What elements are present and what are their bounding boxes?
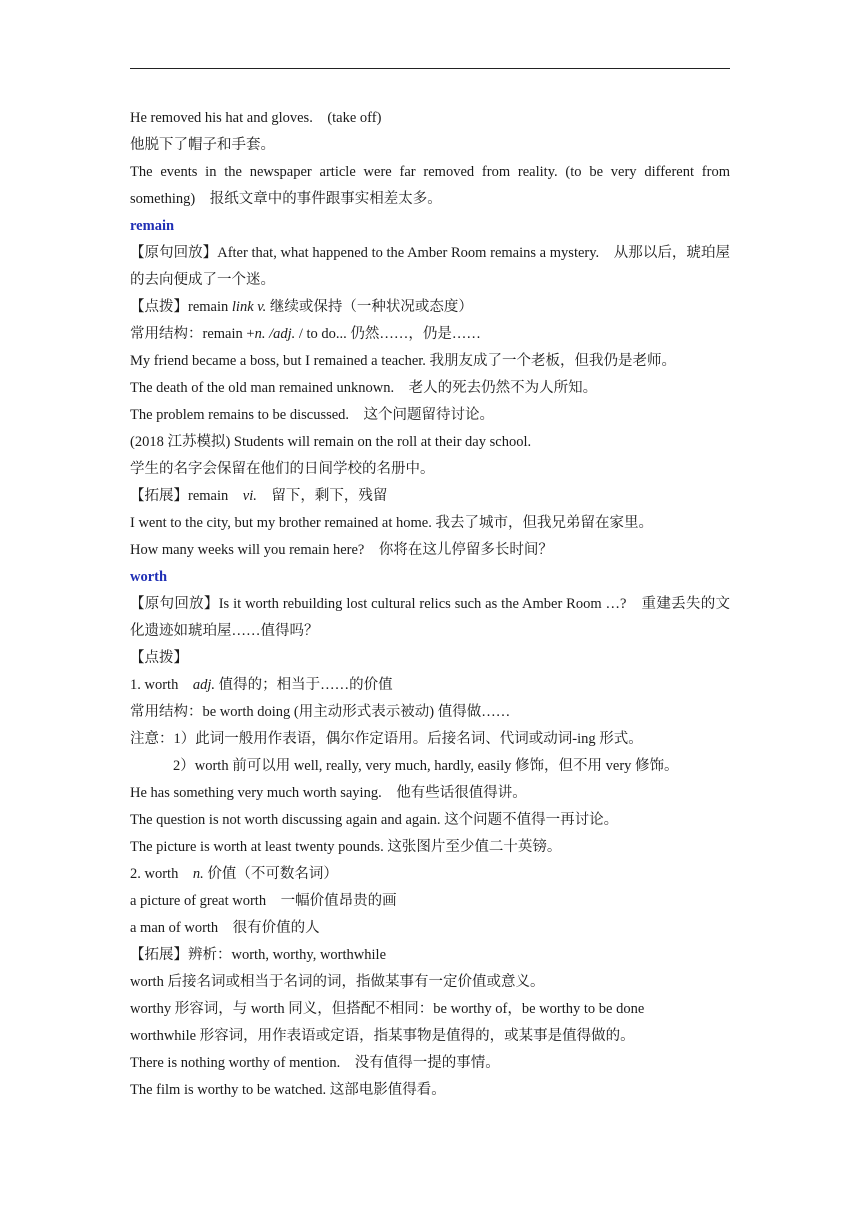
text-line: 【原句回放】Is it worth rebuilding lost cultural relics such as the Amber Room …? 重建丢失的文化遗迹如琥珀屋……值得吗？ xyxy=(130,596,730,639)
part-of-speech: vi. xyxy=(242,488,257,504)
text-line: 他脱下了帽子和手套。 xyxy=(130,137,275,153)
text-line: worth 后接名词或相当于名词的词，指做某事有一定价值或意义。 xyxy=(130,974,545,990)
text-line: He has something very much worth saying. 他有些话很值得讲。 xyxy=(130,785,527,801)
section-heading: worth xyxy=(130,569,168,585)
text-line xyxy=(130,861,730,888)
text-line: 【点拨】 xyxy=(130,650,188,666)
text-fragment: 2. worth xyxy=(130,866,193,882)
text-line: The picture is worth at least twenty pounds. 这张图片至少值二十英镑。 xyxy=(130,839,562,855)
text-line: The events in the newspaper article were far removed from reality. (to be very different from something) 报纸文章中的事件跟事实相差太多。 xyxy=(130,164,730,207)
part-of-speech: n. xyxy=(192,866,204,882)
header-rule xyxy=(130,68,730,69)
text-line: How many weeks will you remain here? 你将在这儿停留多长时间？ xyxy=(130,542,553,558)
text-line: There is nothing worthy of mention. 没有值得一提的事情。 xyxy=(130,1055,500,1071)
text-fragment: 1. worth xyxy=(130,677,193,693)
text-fragment: 值得的；相当于……的价值 xyxy=(215,677,393,693)
part-of-speech: n. /adj. xyxy=(254,326,296,342)
text-fragment: 留下，剩下，残留 xyxy=(256,488,388,504)
text-fragment: 继续或保持（一种状况或态度） xyxy=(266,299,473,315)
text-line: worthwhile 形容词，用作表语或定语，指某事物是值得的，或某事是值得做的。 xyxy=(130,1028,635,1044)
text-line: The question is not worth discussing again and again. 这个问题不值得一再讨论。 xyxy=(130,812,619,828)
text-line xyxy=(130,483,730,510)
text-line: 【拓展】辨析：worth, worthy, worthwhile xyxy=(130,947,387,963)
text-fragment: / to do... 仍然……，仍是…… xyxy=(295,326,481,342)
text-fragment: 【点拨】remain xyxy=(130,299,232,315)
text-line: worthy 形容词，与 worth 同义，但搭配不相同：be worthy of，be worthy to be done xyxy=(130,1001,645,1017)
text-fragment: 常用结构：remain + xyxy=(130,326,255,342)
section-heading: remain xyxy=(130,218,175,234)
text-line: My friend became a boss, but I remained a teacher. 我朋友成了一个老板，但我仍是老师。 xyxy=(130,353,677,369)
text-fragment: 【拓展】remain xyxy=(130,488,243,504)
text-line: a man of worth 很有价值的人 xyxy=(130,920,320,936)
text-line: The film is worthy to be watched. 这部电影值得看。 xyxy=(130,1082,446,1098)
text-line: 【原句回放】After that, what happened to the Amber Room remains a mystery. 从那以后，琥珀屋的去向便成了一个迷。 xyxy=(130,245,730,288)
document-body xyxy=(130,105,730,1104)
part-of-speech: link v. xyxy=(231,299,267,315)
text-line: 学生的名字会保留在他们的日间学校的名册中。 xyxy=(130,461,435,477)
text-line: He removed his hat and gloves. (take off) xyxy=(130,110,382,126)
text-line: a picture of great worth 一幅价值昂贵的画 xyxy=(130,893,397,909)
text-line xyxy=(130,672,730,699)
text-line: 2）worth 前可以用 well, really, very much, hardly, easily 修饰，但不用 very 修饰。 xyxy=(173,758,679,774)
part-of-speech: adj. xyxy=(192,677,215,693)
text-fragment: 价值（不可数名词） xyxy=(203,866,338,882)
text-line: I went to the city, but my brother remained at home. 我去了城市，但我兄弟留在家里。 xyxy=(130,515,653,531)
text-line: (2018 江苏模拟) Students will remain on the roll at their day school. xyxy=(130,434,532,450)
text-line: 常用结构：be worth doing (用主动形式表示被动) 值得做…… xyxy=(130,704,511,720)
text-line: 注意：1）此词一般用作表语，偶尔作定语用。后接名词、代词或动词-ing 形式。 xyxy=(130,731,643,747)
text-line: The problem remains to be discussed. 这个问题留待讨论。 xyxy=(130,407,495,423)
text-line: The death of the old man remained unknown. 老人的死去仍然不为人所知。 xyxy=(130,380,598,396)
text-line xyxy=(130,321,730,348)
text-line xyxy=(130,294,730,321)
